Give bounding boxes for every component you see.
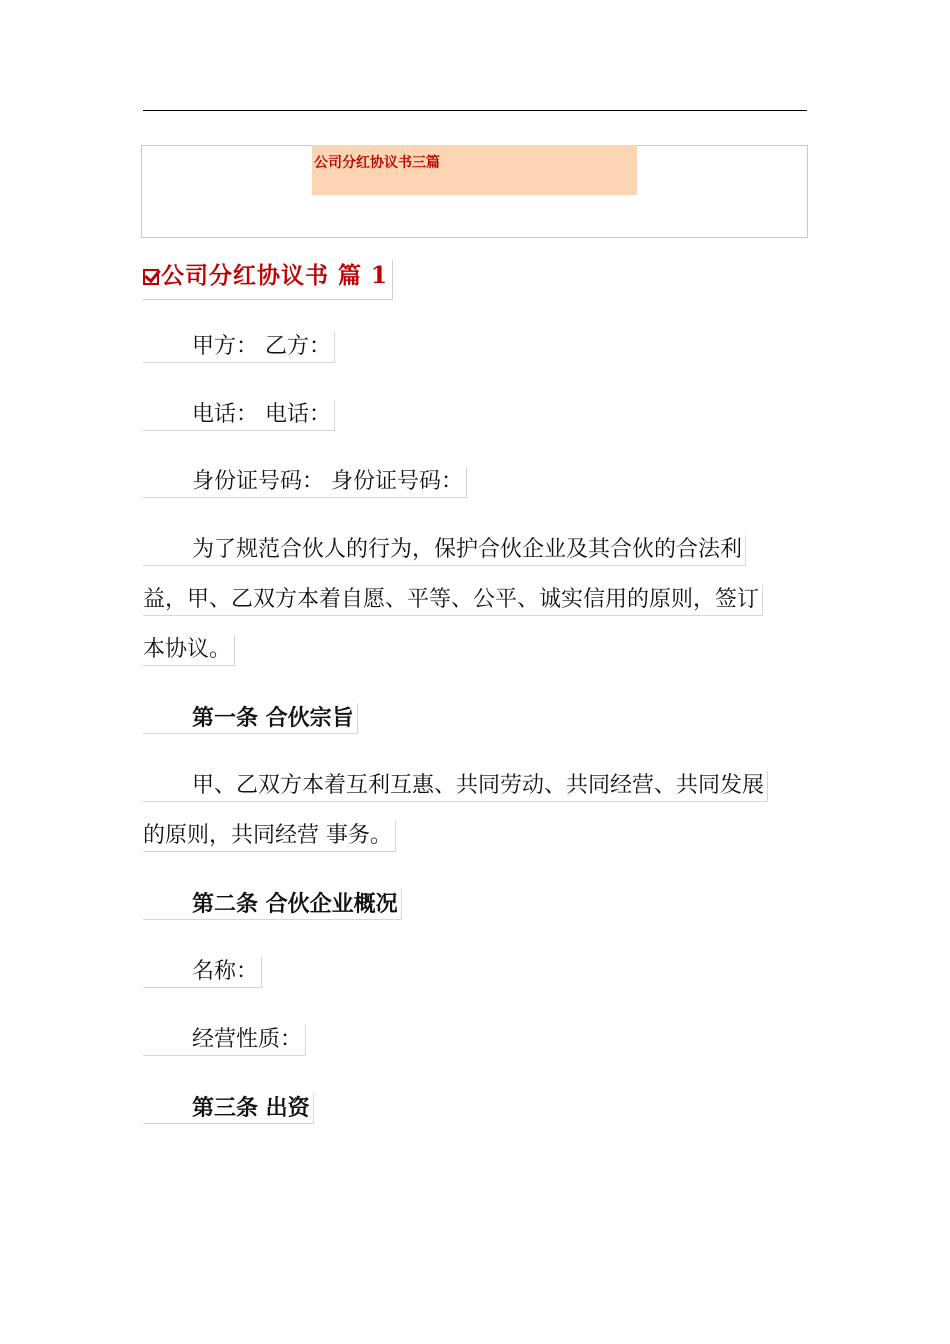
top-rule xyxy=(143,110,807,111)
section-title-text: 公司分红协议书 篇 1 xyxy=(161,262,389,289)
article1-line-1: 甲、乙双方本着互利互惠、共同劳动、共同经营、共同发展 xyxy=(143,771,768,802)
intro-line-2: 益，甲、乙双方本着自愿、平等、公平、诚实信用的原则，签订 xyxy=(143,585,763,616)
checkbox-icon xyxy=(143,269,159,285)
party-line: 甲方： 乙方： xyxy=(143,332,335,363)
article1-line-2: 的原则，共同经营 事务。 xyxy=(143,821,396,852)
section-title xyxy=(143,260,393,300)
article1-title: 第一条 合伙宗旨 xyxy=(143,703,358,734)
phone-line: 电话： 电话： xyxy=(143,400,335,431)
article3-title: 第三条 出资 xyxy=(143,1093,314,1124)
intro-line-3: 本协议。 xyxy=(143,635,235,666)
document-title: 公司分红协议书三篇 xyxy=(312,145,637,195)
article2-title: 第二条 合伙企业概况 xyxy=(143,889,402,920)
id-number-line: 身份证号码： 身份证号码： xyxy=(143,467,467,498)
name-line: 名称： xyxy=(143,957,262,988)
business-nature-line: 经营性质： xyxy=(143,1025,306,1056)
intro-line-1: 为了规范合伙人的行为，保护合伙企业及其合伙的合法利 xyxy=(143,535,746,566)
